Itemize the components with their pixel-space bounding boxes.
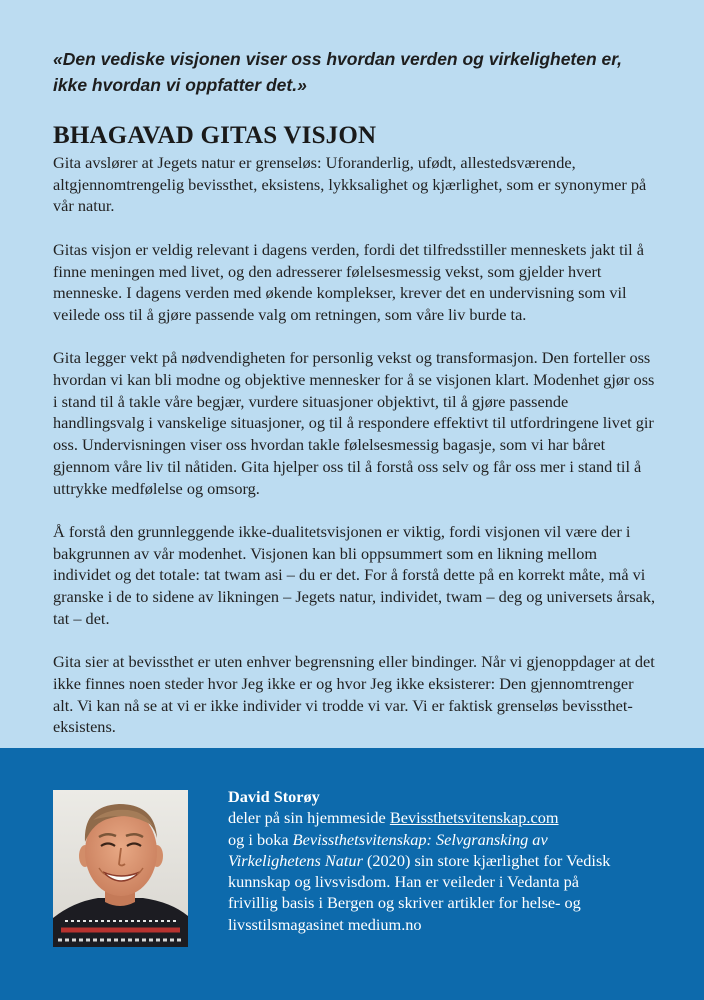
- quote-line-2: ikke hvordan vi oppfatter det.»: [53, 75, 307, 95]
- author-bio: [228, 786, 628, 935]
- paragraph-2: Gitas visjon er veldig relevant i dagens verden, fordi det tilfredsstiller menneskets jakt til å finne meningen med livet, og den adresserer følelsesmessig vekst, som gjelder hvert menneske. I dagens verden med økende komplekser, krever det en undervisning som vil veilede oss til å gjøre passende valg om retningen, som våre liv burde ta.: [53, 239, 644, 324]
- bio-text-3: (2020) sin store kjærlighet for Vedisk kunnskap og livsvisdom. Han er veileder i Vedanta på frivillig basis i Bergen og skriver artikler for helse- og livsstilsmagasinet medium.no: [228, 850, 611, 934]
- section-heading: BHAGAVAD GITAS VISJON: [53, 122, 377, 149]
- book-title: Bevissthetsvitenskap: Selvgransking av Virkelighetens Natur: [228, 829, 548, 870]
- author-photo: [53, 790, 188, 947]
- intro-quote: [53, 46, 653, 98]
- paragraph-5: Gita sier at bevissthet er uten enhver begrensning eller bindinger. Når vi gjenoppdager at det ikke finnes noen steder hvor Jeg ikke er og hvor Jeg ikke eksisterer: Den gjennomtrenger alt. Vi kan nå se at vi er ikke individer vi trodde vi var. Vi er faktisk grenseløs bevissthet-eksistens.: [53, 652, 655, 737]
- paragraph-1: Gita avslører at Jegets natur er grenseløs: Uforanderlig, ufødt, allestedsværende, altgjennomtrengelig bevissthet, eksistens, lykksalighet og kjærlighet, som er synonymer på vår natur.: [53, 153, 647, 216]
- author-name: David Storøy: [228, 787, 320, 806]
- paragraph-4: Å forstå den grunnleggende ikke-dualitetsvisjonen er viktig, fordi visjonen vil være der i bakgrunnen av vår modenhet. Visjonen kan bli oppsummert som en likning mellom individet og det totale: tat twam asi – du er det. For å forstå dette på en korrekt måte, må vi granske i de to sidene av likningen – Jegets natur, individet, twam – deg og universets årsak, tat – det.: [53, 521, 656, 628]
- bio-text-2: og i boka: [228, 829, 293, 849]
- article-body: [53, 152, 657, 760]
- paragraph-3: Gita legger vekt på nødvendigheten for personlig vekst og transformasjon. Den forteller oss hvordan vi kan bli modne og objektive mennesker for å se visjonen klart. Modenhet gjør oss i stand til å takle våre begjær, vurdere situasjoner objektivt, til å gjøre passende handlingsvalg i vanskelige situasjoner, og til å respondere effektivt til utfordringene livet gir oss. Undervisningen viser oss hvordan takle følelsesmessig bagasje, som vi har båret gjennom våre liv til nåtiden. Gita hjelper oss til å forstå oss selv og får oss mer i stand til å uttrykke medfølelse og omsorg.: [53, 348, 655, 498]
- quote-line-1: «Den vediske visjonen viser oss hvordan verden og virkeligheten er,: [53, 49, 622, 69]
- bio-text-1: deler på sin hjemmeside: [228, 808, 390, 828]
- website-link[interactable]: Bevissthetsvitenskap.com: [389, 808, 559, 828]
